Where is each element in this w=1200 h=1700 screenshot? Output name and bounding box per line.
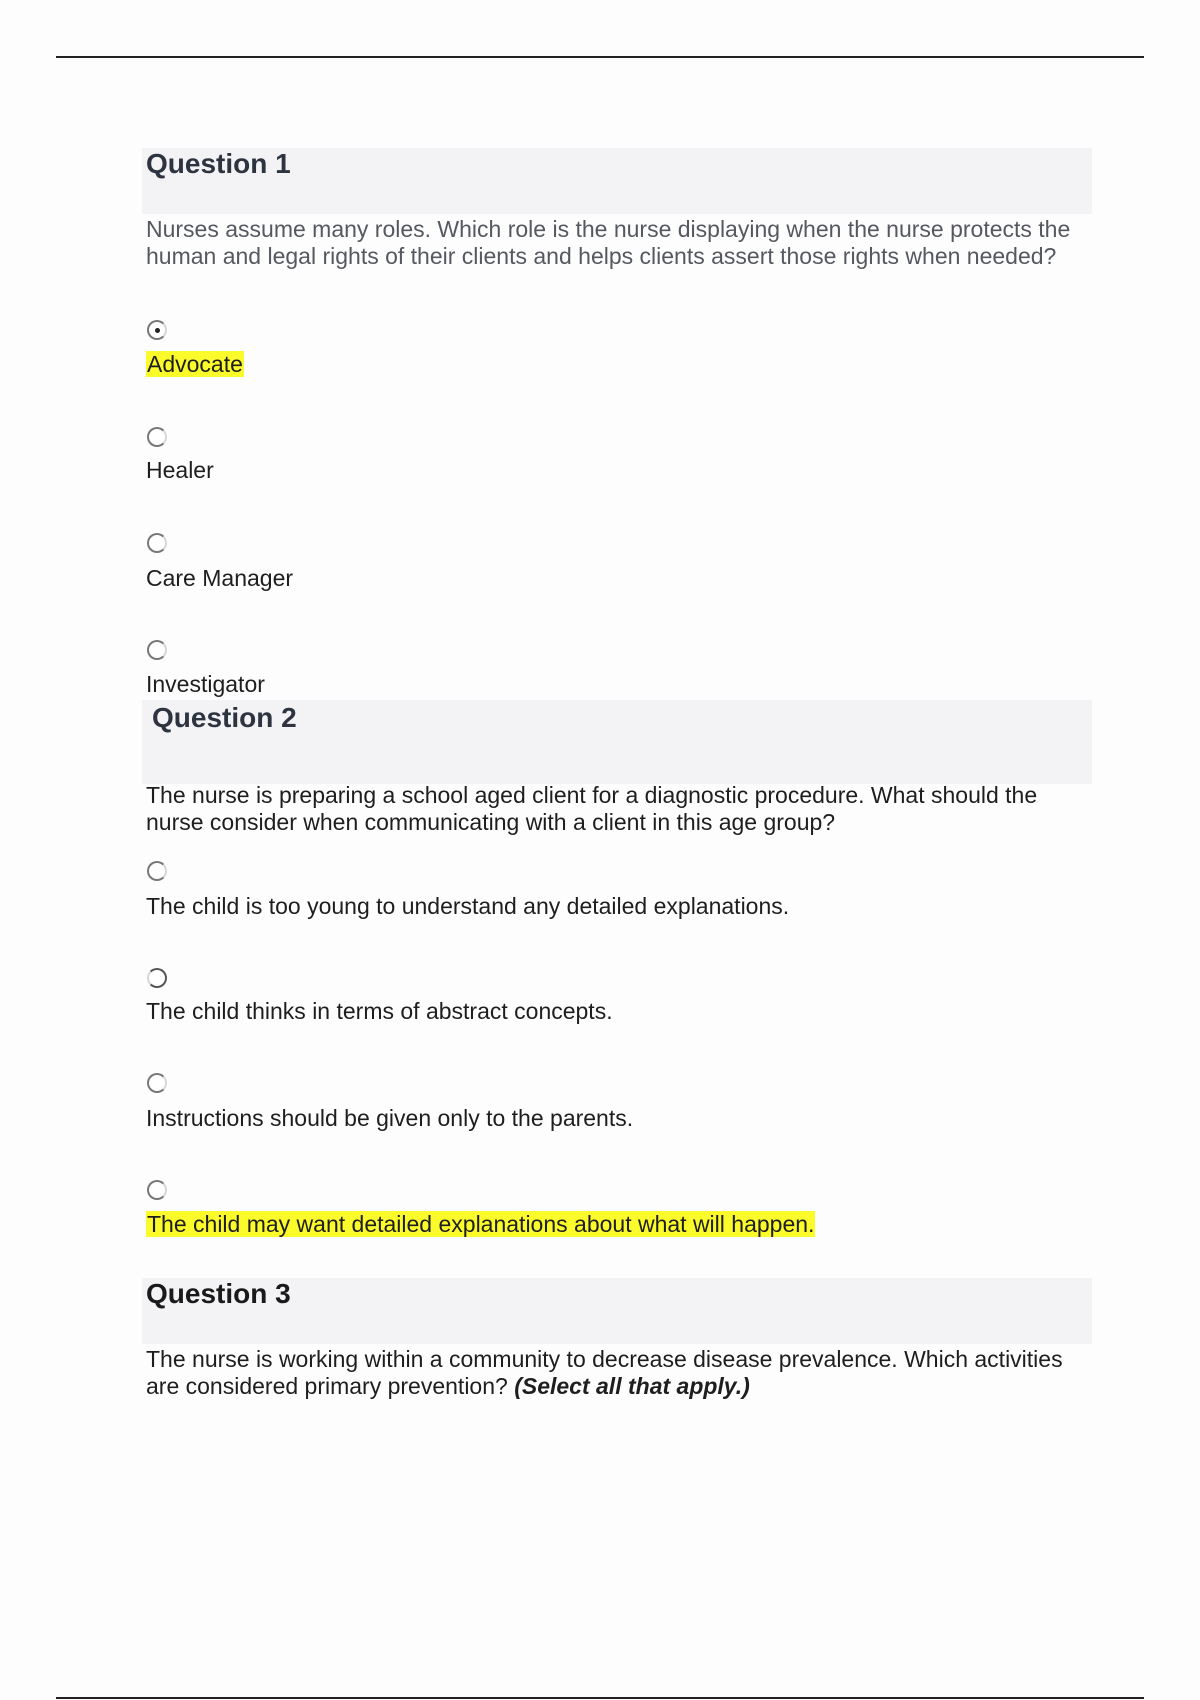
q1-option-1-label <box>146 350 244 378</box>
q2-option-1-label: The child is too young to understand any detailed explanations. <box>146 893 790 919</box>
question-3-prompt: The nurse is working within a community to decrease disease prevalence. Which activities are considered primary prevention? <box>146 1346 1063 1399</box>
q2-option-2-radio[interactable] <box>147 968 167 988</box>
q1-option-3-label: Care Manager <box>146 565 294 591</box>
bottom-rule <box>56 1697 1144 1699</box>
q2-option-1-radio[interactable] <box>147 861 167 881</box>
q2-option-4-radio[interactable] <box>147 1180 167 1200</box>
answer-highlight: Advocate <box>147 351 243 377</box>
question-3-text <box>146 1346 1086 1400</box>
question-2-header <box>142 700 1092 784</box>
q2-option-3-radio[interactable] <box>147 1073 167 1093</box>
q2-option-3-label: Instructions should be given only to the parents. <box>146 1105 634 1131</box>
question-1-title: Question 1 <box>146 148 291 179</box>
question-1-text: Nurses assume many roles. Which role is the nurse displaying when the nurse protects the human and legal rights of their clients and helps clients assert those rights when needed? <box>146 216 1071 269</box>
q1-option-4-label: Investigator <box>146 671 265 697</box>
question-3-title: Question 3 <box>146 1278 291 1309</box>
select-all-instruction: (Select all that apply.) <box>514 1373 750 1399</box>
answer-highlight: The child may want detailed explanations about what will happen. <box>147 1211 815 1237</box>
q1-option-2-radio[interactable] <box>147 427 167 447</box>
question-3-header <box>142 1278 1092 1344</box>
question-2-title: Question 2 <box>152 702 297 733</box>
q1-option-3-radio[interactable] <box>147 533 167 553</box>
q2-option-4-label <box>146 1210 815 1238</box>
question-1-header <box>142 148 1092 214</box>
q2-option-2-label: The child thinks in terms of abstract concepts. <box>146 998 613 1024</box>
q1-option-2-label: Healer <box>146 457 214 483</box>
q1-option-1-radio[interactable] <box>147 320 167 340</box>
q1-option-4-radio[interactable] <box>147 640 167 660</box>
top-rule <box>56 56 1144 58</box>
question-2-text: The nurse is preparing a school aged client for a diagnostic procedure. What should the nurse consider when communicating with a client in this age group? <box>146 782 1038 835</box>
